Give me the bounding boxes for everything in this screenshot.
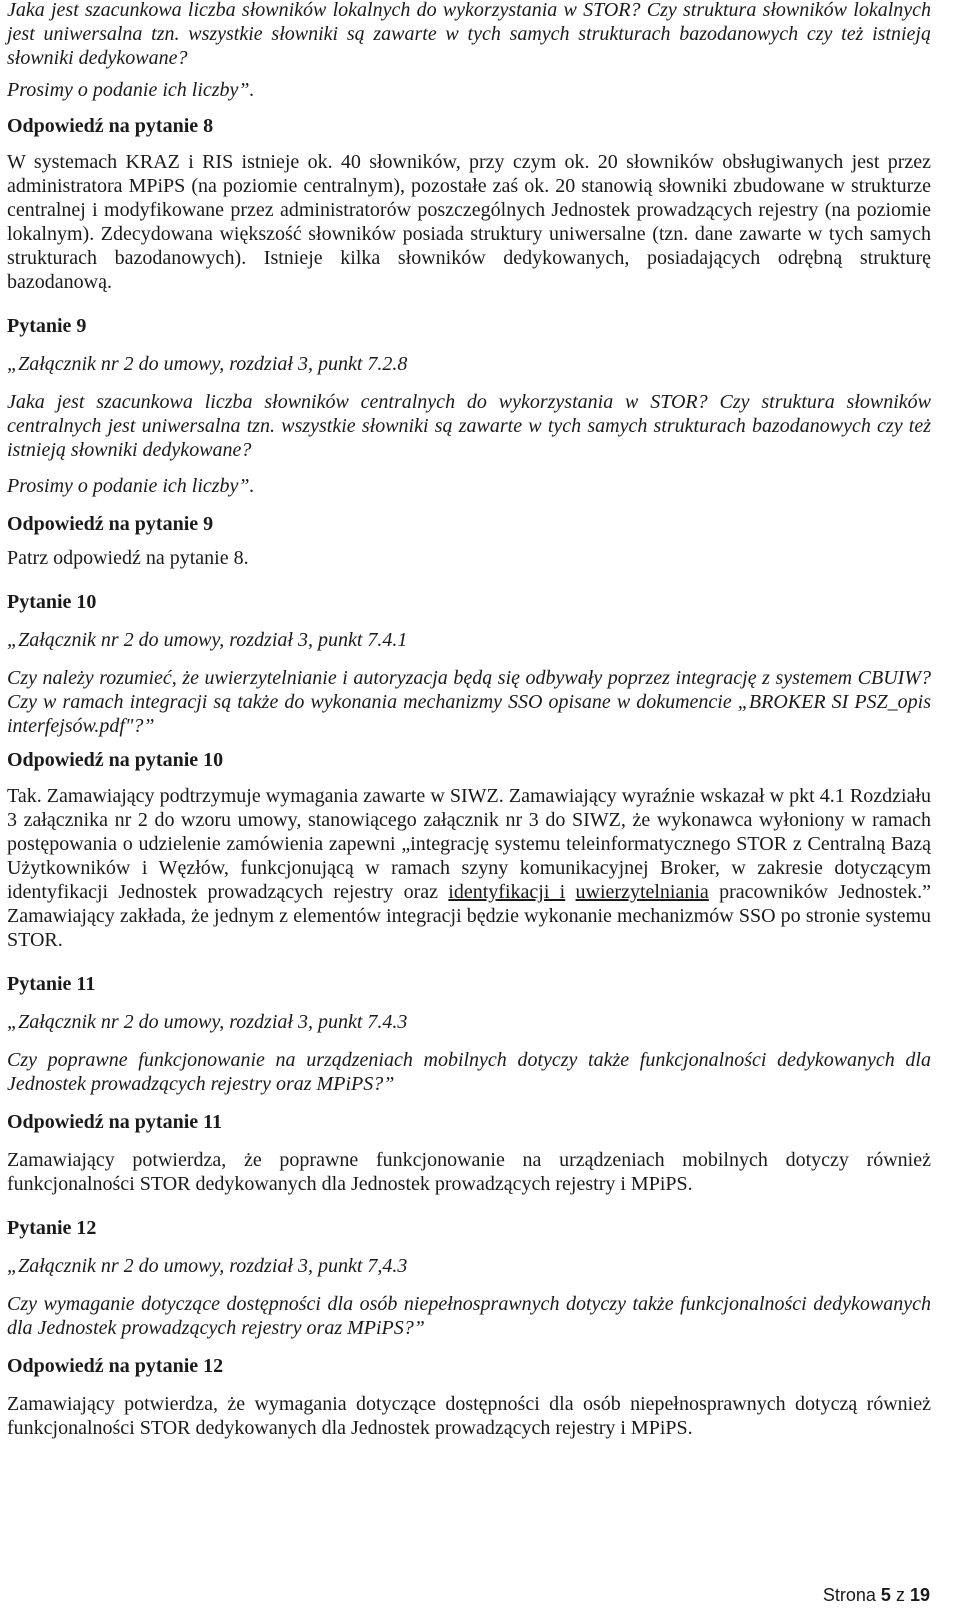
answer-10-text <box>7 784 931 952</box>
document-page <box>7 0 931 1440</box>
answer-10-space <box>565 881 575 903</box>
answer-8-heading: Odpowiedź na pytanie 8 <box>7 115 214 137</box>
answer-9-heading: Odpowiedź na pytanie 9 <box>7 513 214 535</box>
answer-11-text: Zamawiający potwierdza, że poprawne funkcjonowanie na urządzeniach mobilnych dotyczy również funkcjonalności STOR dedykowanych dla Jednostek prowadzących rejestry i MPiPS. <box>7 1149 931 1195</box>
question-10-text: Czy należy rozumieć, że uwierzytelnianie i autoryzacja będą się odbywały poprzez integrację z systemem CBUIW? Czy w ramach integracji są także do wykonania mechanizmy SSO opisane w dokumencie „BROKER SI PSZ_opis interfejsów.pdf"?” <box>7 667 931 737</box>
question-12-reference: „Załącznik nr 2 do umowy, rozdział 3, punkt 7,4.3 <box>7 1255 408 1277</box>
question-11-heading: Pytanie 11 <box>7 973 96 995</box>
total-page-count: 19 <box>909 1585 930 1605</box>
question-9-text: Jaka jest szacunkowa liczba słowników centralnych do wykorzystania w STOR? Czy struktura słowników centralnych jest uniwersalna tzn. wszystkie słowniki są zawarte w tych samych strukturach bazodanowych czy też istnieją słowniki dedykowane? <box>7 391 931 461</box>
question-11-text: Czy poprawne funkcjonowanie na urządzeniach mobilnych dotyczy także funkcjonalności dedykowanych dla Jednostek prowadzących rejestry oraz MPiPS?” <box>7 1049 931 1095</box>
question-12-heading: Pytanie 12 <box>7 1217 97 1239</box>
answer-10-text-start: Tak. Zamawiający podtrzymuje wymagania zawarte w SIWZ. Zamawiający wyraźnie wskazał w pkt 4.1 Rozdziału 3 załącznika nr 2 do wzoru umowy, stanowiącego załącznik nr 3 do SIWZ, że wykonawca wyłoniony w ramach postępowania o udzielenie zamówienia zapewni „integrację systemu teleinformatycznego STOR z Centralną Bazą Użytkowników i Węzłów, funkcjonującą w ramach szyny komunikacyjnej Broker, w zakresie dotyczącym identyfikacji Jednostek prowadzących rejestry oraz <box>7 785 931 903</box>
question-12-text: Czy wymaganie dotyczące dostępności dla osób niepełnosprawnych dotyczy także funkcjonalności dedykowanych dla Jednostek prowadzących rejestry oraz MPiPS?” <box>7 1293 931 1339</box>
question-8-request: Prosimy o podanie ich liczby”. <box>7 79 255 101</box>
question-8-text: Jaka jest szacunkowa liczba słowników lokalnych do wykorzystania w STOR? Czy struktura słowników lokalnych jest uniwersalna tzn. wszystkie słowniki są zawarte w tych samych strukturach bazodanowych czy też istnieją słowniki dedykowane? <box>7 0 931 69</box>
question-9-reference: „Załącznik nr 2 do umowy, rozdział 3, punkt 7.2.8 <box>7 353 408 375</box>
question-10-heading: Pytanie 10 <box>7 591 97 613</box>
answer-10-underlined-identification: identyfikacji i <box>448 881 566 903</box>
answer-12-text: Zamawiający potwierdza, że wymagania dotyczące dostępności dla osób niepełnosprawnych dotyczą również funkcjonalności STOR dedykowanych dla Jednostek prowadzących rejestry i MPiPS. <box>7 1393 931 1439</box>
page-number-footer <box>823 1585 930 1605</box>
answer-9-text: Patrz odpowiedź na pytanie 8. <box>7 547 249 569</box>
answer-11-heading: Odpowiedź na pytanie 11 <box>7 1111 223 1133</box>
answer-12-heading: Odpowiedź na pytanie 12 <box>7 1355 224 1377</box>
current-page-number: 5 <box>880 1585 891 1605</box>
question-10-reference: „Załącznik nr 2 do umowy, rozdział 3, punkt 7.4.1 <box>7 629 408 651</box>
question-9-heading: Pytanie 9 <box>7 315 87 337</box>
answer-10-underlined-authentication: uwierzytelniania <box>575 881 709 903</box>
page-of-label: z <box>895 1585 905 1605</box>
answer-10-text-end: pracowników Jednostek.” Zamawiający zakłada, że jednym z elementów integracji będzie wykonanie mechanizmów SSO po stronie systemu STOR. <box>7 881 932 951</box>
page-label: Strona <box>822 1585 876 1605</box>
answer-10-heading: Odpowiedź na pytanie 10 <box>7 749 224 771</box>
question-9-request: Prosimy o podanie ich liczby”. <box>7 475 255 497</box>
question-11-reference: „Załącznik nr 2 do umowy, rozdział 3, punkt 7.4.3 <box>7 1011 408 1033</box>
answer-8-text: W systemach KRAZ i RIS istnieje ok. 40 słowników, przy czym ok. 20 słowników obsługiwanych jest przez administratora MPiPS (na poziomie centralnym), pozostałe zaś ok. 20 stanowią słowniki zbudowane w strukturze centralnej i modyfikowane przez administratorów poszczególnych Jednostek prowadzących rejestry (na poziomie lokalnym). Zdecydowana większość słowników posiada struktury uniwersalne (tzn. dane zawarte w tych samych strukturach bazodanowych). Istnieje kilka słowników dedykowanych, posiadających odrębną strukturę bazodanową. <box>7 151 931 293</box>
